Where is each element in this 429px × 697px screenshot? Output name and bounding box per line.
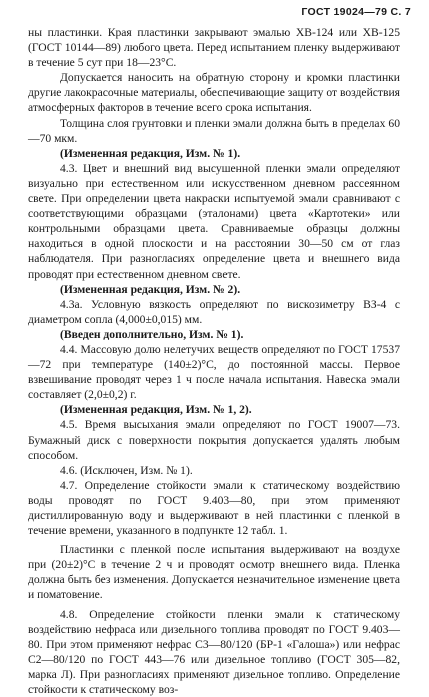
paragraph: ны пластинки. Края пластинки закрывают эмалью ХВ-124 или ХВ-125 (ГОСТ 10144—89) любого цвета. Перед испытанием пленку выдерживают в течение 5 сут при 18—23°С. — [28, 26, 400, 70]
paragraph: 4.8. Определение стойкости пленки эмали к статическому воздействию нефраса или дизельного топлива проводят по ГОСТ 9.403—80. При этом применяют нефрас С3—80/120 (БР-1 «Галоша») или нефрас С2—80/120 по ГОСТ 443—76 или дизельное топливо (ГОСТ 305—82, марка Л). При разногласиях применяют дизельное топливо. Определение стойкости к статическому воз- — [28, 607, 400, 697]
paragraph: Толщина слоя грунтовки и пленки эмали должна быть в пределах 60—70 мкм. — [28, 116, 400, 145]
paragraph: 4.4. Массовую долю нелетучих веществ определяют по ГОСТ 17537—72 при температуре (140±2)°С, до постоянной массы. Первое взвешивание проводят через 1 ч после начала испытания. Навеска эмали составляет (2,0±0,2) г. — [28, 342, 400, 402]
paragraph: 4.7. Определение стойкости эмали к статическому воздействию воды проводят по ГОСТ 9.403—80, при этом применяют дистиллированную воду и выдерживают в ней пластинки с пленкой в течение времени, указанного в подпункте 12 табл. 1. — [28, 478, 400, 538]
paragraph: 4.3а. Условную вязкость определяют по вискозиметру ВЗ-4 с диаметром сопла (4,000±0,015) мм. — [28, 297, 400, 326]
amendment-note: (Измененная редакция, Изм. № 1). — [60, 146, 241, 160]
paragraph: 4.3. Цвет и внешний вид высушенной пленки эмали определяют визуально при естественном или искусственном дневном рассеянном свете. При определении цвета накраски испытуемой эмали сравнивают с соответствующими образцами (эталонами) цвета «Картотеки» или контрольными образцами цвета. Сравниваемые образцы должны находиться в одной плоскости и на расстоянии 30—50 см от глаз наблюдателя. При разногласиях определение цвета и внешнего вида проводят при естественном дневном свете. — [28, 161, 400, 281]
paragraph: 4.6. (Исключен, Изм. № 1). — [60, 463, 193, 477]
amendment-note: (Измененная редакция, Изм. № 2). — [60, 282, 241, 296]
paragraph: 4.5. Время высыхания эмали определяют по ГОСТ 19007—73. Бумажный диск с поверхности покрытия допускается удалять любым способом. — [28, 418, 400, 462]
page-header: ГОСТ 19024—79 С. 7 — [301, 6, 411, 18]
amendment-note: (Введен дополнительно, Изм. № 1). — [60, 327, 244, 341]
amendment-note: (Измененная редакция, Изм. № 1, 2). — [60, 403, 252, 417]
document-body — [28, 25, 400, 697]
paragraph: Допускается наносить на обратную сторону и кромки пластинки другие лакокрасочные материалы, обеспечивающие защиту от воздействия атмосферных факторов в течение всего срока испытания. — [28, 71, 400, 115]
paragraph: Пластинки с пленкой после испытания выдерживают на воздухе при (20±2)°С в течение 2 ч и проводят осмотр внешнего вида. Пленка должна быть без изменения. Допускается незначительное изменение цвета и поматовение. — [28, 543, 400, 602]
